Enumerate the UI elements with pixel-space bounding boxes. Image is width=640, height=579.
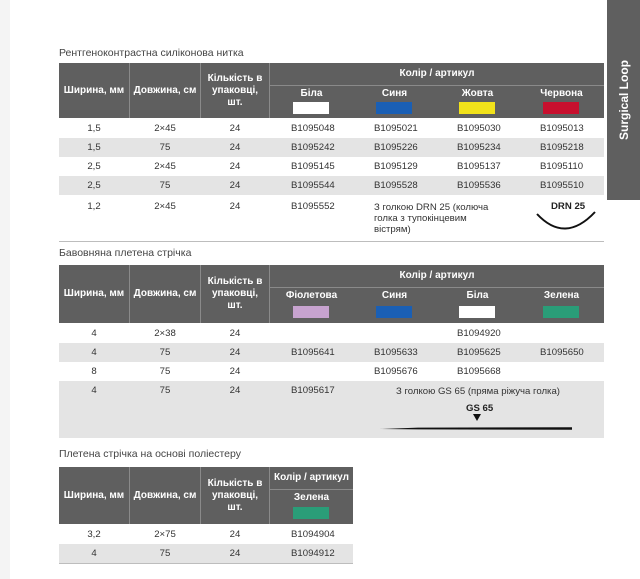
table-row xyxy=(59,176,604,195)
cell-article: B1095137 xyxy=(457,161,501,172)
swatch-green xyxy=(543,306,579,318)
cell-qty: 24 xyxy=(229,385,241,396)
cell-article: B1095021 xyxy=(374,123,418,134)
cell-article: B1094912 xyxy=(291,548,335,559)
cell-qty: 24 xyxy=(229,347,241,358)
cell-length: 2×45 xyxy=(154,201,176,212)
table1-caption: Рентгеноконтрастна силіконова нитка xyxy=(59,47,244,59)
cell-article: B1095226 xyxy=(374,142,418,153)
table2-caption: Бавовняна плетена стрічка xyxy=(59,247,192,259)
col-qty-header: Кількість в упаковці, шт. xyxy=(207,477,263,513)
cell-article: B1095129 xyxy=(374,161,418,172)
cell-article: B1095145 xyxy=(291,161,335,172)
cell-article: B1095552 xyxy=(291,201,335,212)
section-tab-title: Surgical Loop xyxy=(616,59,631,141)
cell-article: B1095625 xyxy=(457,347,501,358)
straight-needle-icon xyxy=(378,424,574,434)
col-qty-header: Кількість в упаковці, шт. xyxy=(207,276,263,311)
cell-qty: 24 xyxy=(229,328,241,339)
cell-width: 1,5 xyxy=(87,123,101,134)
cell-qty: 24 xyxy=(229,180,241,191)
table-row xyxy=(59,119,604,138)
col-width-header: Ширина, мм xyxy=(63,84,125,96)
cell-width: 1,2 xyxy=(87,201,101,212)
col-width-header: Ширина, мм xyxy=(63,288,125,299)
cell-article: B1095617 xyxy=(291,385,335,396)
cell-width: 8 xyxy=(91,366,97,377)
cell-article: B1095234 xyxy=(457,142,501,153)
table2-header xyxy=(59,265,604,323)
color-label-red: Червона xyxy=(540,88,583,99)
curved-needle-icon xyxy=(525,200,605,236)
cell-article: B1094920 xyxy=(457,328,501,339)
color-label-violet: Фіолетова xyxy=(285,290,338,301)
cell-width: 2,5 xyxy=(87,161,101,172)
swatch-blue xyxy=(376,306,412,318)
cell-article: B1095048 xyxy=(291,123,335,134)
cell-article: B1095110 xyxy=(540,161,584,172)
cell-length: 2×75 xyxy=(154,529,176,540)
table1-header xyxy=(59,63,604,118)
color-label-green: Зелена xyxy=(293,492,330,503)
needle-label: GS 65 xyxy=(466,403,494,414)
cell-article: B1095641 xyxy=(291,347,335,358)
color-label-blue: Синя xyxy=(381,88,408,99)
col-qty-header: Кількість в упаковці, шт. xyxy=(207,72,263,108)
cell-article: B1095650 xyxy=(540,347,584,358)
col-width-header: Ширина, мм xyxy=(63,489,125,501)
table-row xyxy=(59,343,604,362)
swatch-blue xyxy=(376,102,412,114)
cell-length: 75 xyxy=(159,347,171,358)
cell-article: B1095510 xyxy=(540,180,584,191)
cell-width: 1,5 xyxy=(87,142,101,153)
cell-qty: 24 xyxy=(229,366,241,377)
swatch-white xyxy=(459,306,495,318)
col-color-article-header: Колір / артикул xyxy=(274,472,349,483)
cell-length: 75 xyxy=(159,548,171,559)
table-row xyxy=(59,324,604,343)
col-color-article-header: Колір / артикул xyxy=(399,68,475,79)
color-label-yellow: Жовта xyxy=(461,88,494,99)
color-label-white: Біла xyxy=(300,88,323,99)
cell-qty: 24 xyxy=(229,161,241,172)
cell-length: 75 xyxy=(159,142,171,153)
color-label-blue: Синя xyxy=(381,290,408,301)
needle-note: З голкою DRN 25 (колюча голка з тупокінцевим вістрям) xyxy=(374,202,489,235)
cell-width: 4 xyxy=(91,347,97,358)
table-row xyxy=(59,525,353,544)
swatch-green xyxy=(293,507,329,519)
col-length-header: Довжина, см xyxy=(133,489,197,501)
cell-length: 2×38 xyxy=(154,328,176,339)
cell-article: B1095536 xyxy=(457,180,501,191)
table-row xyxy=(59,157,604,176)
cell-article: B1095242 xyxy=(291,142,335,153)
table-row xyxy=(59,138,604,157)
cell-qty: 24 xyxy=(229,123,241,134)
swatch-white xyxy=(293,102,329,114)
swatch-yellow xyxy=(459,102,495,114)
cell-article: B1095013 xyxy=(540,123,584,134)
col-length-header: Довжина, см xyxy=(133,288,197,299)
table-row xyxy=(59,362,604,381)
cell-width: 4 xyxy=(91,548,97,559)
needle-note: З голкою GS 65 (пряма ріжуча голка) xyxy=(396,386,560,397)
cell-length: 75 xyxy=(159,366,171,377)
cell-article: B1095668 xyxy=(457,366,501,377)
table-row xyxy=(59,197,604,216)
table-row xyxy=(59,544,353,563)
cell-article: B1095218 xyxy=(540,142,584,153)
cell-length: 2×45 xyxy=(154,161,176,172)
cell-article: B1094904 xyxy=(291,529,335,540)
needle-label: DRN 25 xyxy=(551,201,586,212)
cell-length: 75 xyxy=(159,180,171,191)
color-label-white: Біла xyxy=(466,290,489,301)
color-label-green: Зелена xyxy=(543,290,580,301)
cell-qty: 24 xyxy=(229,529,241,540)
cell-length: 2×45 xyxy=(154,123,176,134)
cell-width: 4 xyxy=(91,328,97,339)
cell-qty: 24 xyxy=(229,142,241,153)
cell-article: B1095544 xyxy=(291,180,335,191)
swatch-red xyxy=(543,102,579,114)
cell-width: 2,5 xyxy=(87,180,101,191)
cell-width: 3,2 xyxy=(87,529,101,540)
swatch-violet xyxy=(293,306,329,318)
col-color-article-header: Колір / артикул xyxy=(399,270,475,281)
cell-article: B1095030 xyxy=(457,123,501,134)
page-margin xyxy=(0,0,10,579)
table3-caption: Плетена стрічка на основі поліестеру xyxy=(59,448,241,460)
needle-point-marker-icon xyxy=(473,414,481,421)
col-length-header: Довжина, см xyxy=(133,84,197,96)
cell-length: 75 xyxy=(159,385,171,396)
section-tab xyxy=(607,0,640,200)
cell-qty: 24 xyxy=(229,201,241,212)
table3-header xyxy=(59,467,353,524)
cell-article: B1095633 xyxy=(374,347,418,358)
cell-width: 4 xyxy=(91,385,97,396)
cell-article: B1095676 xyxy=(374,366,418,377)
cell-article: B1095528 xyxy=(374,180,418,191)
cell-qty: 24 xyxy=(229,548,241,559)
